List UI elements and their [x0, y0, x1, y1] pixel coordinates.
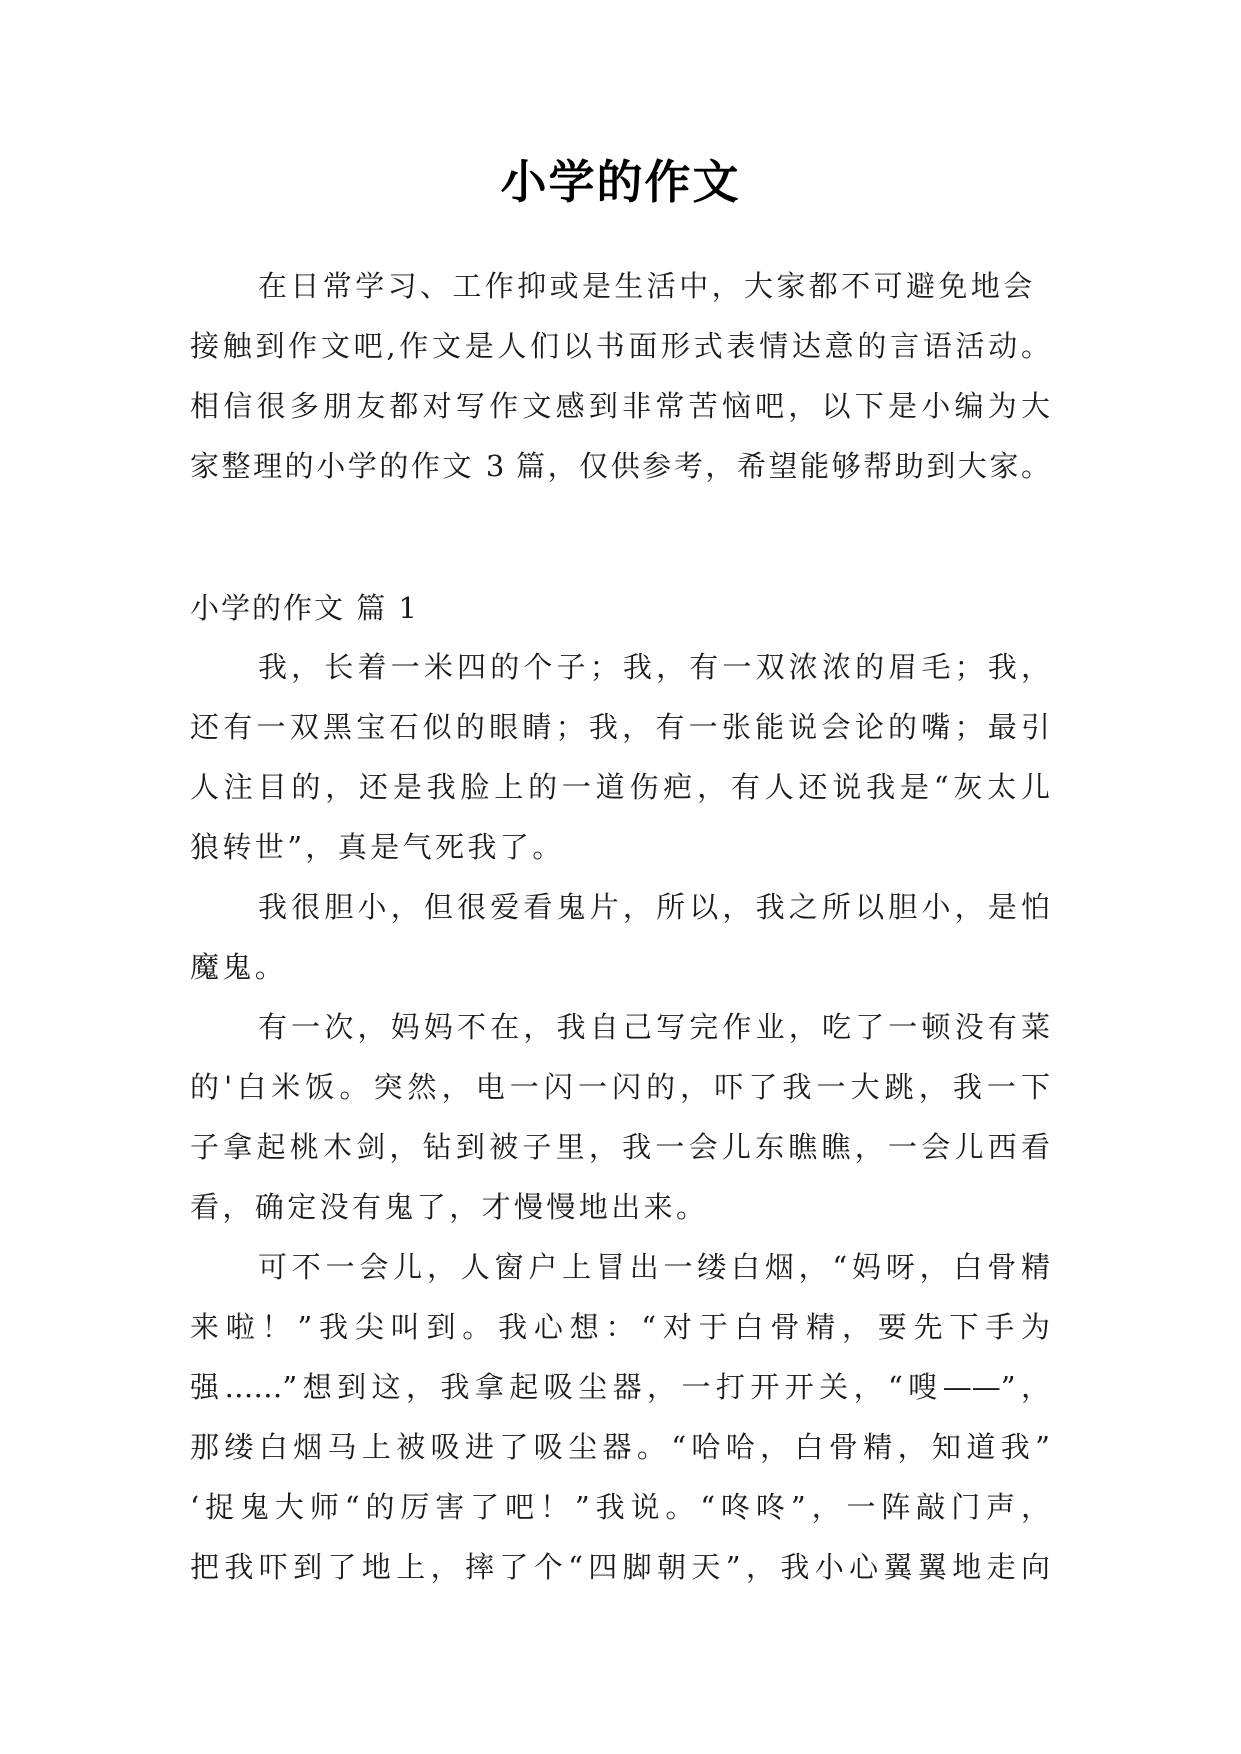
- body-line-9: 子拿起桃木剑，钻到被子里，我一会儿东瞧瞧，一会儿西看: [190, 1130, 1050, 1164]
- intro-line-3: 相信很多朋友都对写作文感到非常苦恼吧，以下是小编为大: [190, 389, 1050, 423]
- body-line-14: 那缕白烟马上被吸进了吸尘器。“哈哈，白骨精，知道我”: [190, 1430, 1050, 1464]
- body-line-2: 还有一双黑宝石似的眼睛；我，有一张能说会论的嘴；最引: [190, 710, 1050, 744]
- body-line-8: 的'白米饭。突然，电一闪一闪的，吓了我一大跳，我一下: [190, 1070, 1050, 1104]
- body-line-6: 魔鬼。: [190, 950, 288, 984]
- body-line-15: ‘捉鬼大师“的厉害了吧！”我说。“咚咚”，一阵敲门声，: [190, 1490, 1050, 1524]
- body-line-11: 可不一会儿，人窗户上冒出一缕白烟，“妈呀，白骨精: [258, 1250, 1050, 1284]
- body-line-16: 把我吓到了地上，摔了个“四脚朝天”，我小心翼翼地走向: [190, 1550, 1050, 1584]
- body-line-1: 我，长着一米四的个子；我，有一双浓浓的眉毛；我，: [258, 650, 1050, 684]
- body-line-5: 我很胆小，但很爱看鬼片，所以，我之所以胆小，是怕: [258, 890, 1050, 924]
- body-line-10: 看，确定没有鬼了，才慢慢地出来。: [190, 1190, 709, 1224]
- intro-line-4: 家整理的小学的作文 3 篇，仅供参考，希望能够帮助到大家。: [190, 449, 1050, 483]
- body-line-13: 强……”想到这，我拿起吸尘器，一打开开关，“嗖——”，: [190, 1370, 1050, 1404]
- intro-line-2: 接触到作文吧,作文是人们以书面形式表情达意的言语活动。: [190, 329, 1050, 363]
- body-line-3: 人注目的，还是我脸上的一道伤疤，有人还说我是“灰太儿: [190, 770, 1050, 804]
- section-heading: 小学的作文 篇 1: [190, 591, 419, 625]
- document-title: 小学的作文: [500, 155, 741, 209]
- intro-line-1: 在日常学习、工作抑或是生活中，大家都不可避免地会: [258, 269, 1036, 303]
- body-line-4: 狼转世”，真是气死我了。: [190, 830, 565, 864]
- body-line-12: 来啦！”我尖叫到。我心想：“对于白骨精，要先下手为: [190, 1310, 1050, 1344]
- body-line-7: 有一次，妈妈不在，我自己写完作业，吃了一顿没有菜: [258, 1010, 1050, 1044]
